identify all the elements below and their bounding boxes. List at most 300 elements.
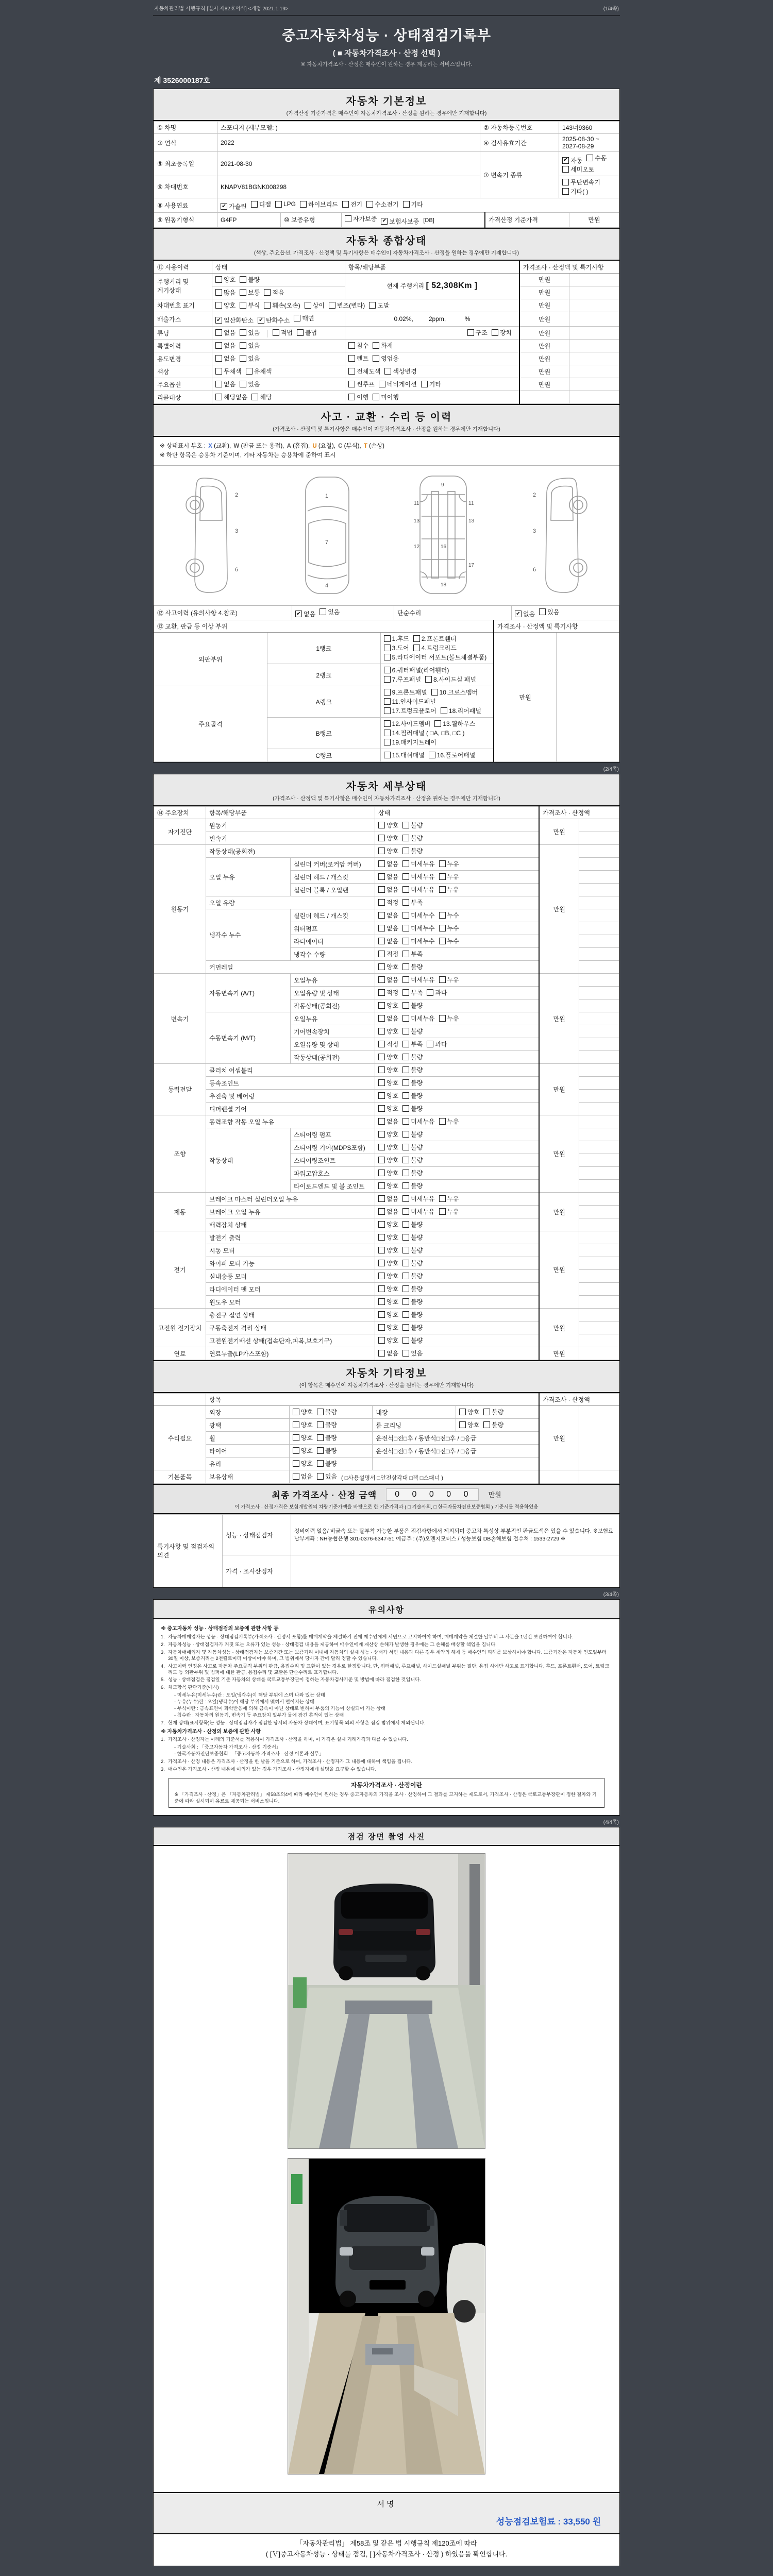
checkbox[interactable]	[378, 1324, 385, 1331]
checkbox-option[interactable]	[378, 1297, 398, 1306]
checkbox[interactable]	[378, 938, 385, 944]
checkbox[interactable]	[215, 394, 222, 400]
checkbox[interactable]	[240, 276, 246, 283]
checkbox[interactable]	[378, 1247, 385, 1253]
checkbox-option[interactable]	[317, 1408, 337, 1416]
checkbox[interactable]	[413, 635, 420, 642]
checkbox-option[interactable]	[402, 1156, 423, 1164]
checkbox[interactable]	[402, 951, 409, 957]
checkbox[interactable]	[293, 1421, 299, 1428]
checkbox-option[interactable]	[483, 1408, 503, 1416]
checkbox-option[interactable]	[402, 1001, 423, 1010]
checkbox[interactable]	[402, 873, 409, 880]
checkbox-option[interactable]	[378, 924, 398, 933]
checkbox-option[interactable]	[384, 719, 431, 728]
checkbox[interactable]	[467, 329, 474, 336]
checkbox[interactable]	[586, 155, 593, 161]
checkbox-option[interactable]	[378, 1040, 398, 1048]
checkbox-option[interactable]	[421, 380, 441, 388]
checkbox[interactable]	[317, 1447, 324, 1454]
checkbox-option[interactable]	[379, 380, 417, 388]
checkbox-option[interactable]	[402, 1130, 423, 1139]
checkbox-option[interactable]	[402, 1117, 434, 1126]
checkbox-option[interactable]	[402, 1053, 423, 1061]
checkbox-option[interactable]	[402, 1284, 423, 1293]
checkbox-option[interactable]	[378, 1027, 398, 1036]
checkbox[interactable]	[378, 860, 385, 867]
checkbox[interactable]	[402, 1105, 409, 1112]
checkbox-option[interactable]	[373, 354, 399, 363]
checkbox-option[interactable]	[251, 200, 271, 209]
checkbox-option[interactable]	[348, 367, 380, 376]
checkbox[interactable]	[378, 1337, 385, 1344]
checkbox-option[interactable]	[402, 846, 423, 855]
checkbox[interactable]	[251, 201, 258, 208]
checkbox[interactable]	[402, 1131, 409, 1138]
checkbox-option[interactable]	[215, 275, 236, 284]
checkbox[interactable]	[317, 1460, 324, 1467]
checkbox[interactable]	[378, 1054, 385, 1060]
checkbox[interactable]	[378, 1041, 385, 1047]
checkbox[interactable]	[215, 342, 222, 349]
checkbox[interactable]	[215, 381, 222, 387]
checkbox[interactable]	[384, 752, 391, 758]
checkbox[interactable]	[378, 1195, 385, 1202]
checkbox-option[interactable]	[402, 872, 434, 881]
checkbox[interactable]	[329, 302, 335, 309]
checkbox-option[interactable]	[402, 1259, 423, 1267]
checkbox[interactable]	[240, 355, 246, 362]
checkbox[interactable]	[317, 1473, 324, 1480]
checkbox-option[interactable]	[515, 609, 535, 618]
checkbox-option[interactable]	[240, 354, 260, 363]
checkbox-option[interactable]	[439, 975, 459, 984]
checkbox-option[interactable]	[483, 1420, 503, 1429]
checkbox[interactable]	[378, 989, 385, 996]
checkbox[interactable]	[413, 645, 420, 651]
checkbox-option[interactable]	[402, 821, 423, 829]
checkbox-option[interactable]	[378, 975, 398, 984]
checkbox-option[interactable]	[378, 1207, 398, 1216]
checkbox[interactable]	[348, 342, 355, 349]
checkbox-option[interactable]	[539, 607, 559, 616]
checkbox[interactable]	[402, 1311, 409, 1318]
checkbox-option[interactable]	[293, 1420, 313, 1429]
checkbox[interactable]	[293, 1447, 299, 1454]
checkbox[interactable]	[273, 329, 279, 336]
checkbox-option[interactable]	[402, 1168, 423, 1177]
checkbox-option[interactable]	[378, 1104, 398, 1113]
checkbox-option[interactable]	[459, 1420, 479, 1429]
checkbox-option[interactable]	[378, 1065, 398, 1074]
checkbox[interactable]	[378, 951, 385, 957]
checkbox[interactable]	[402, 1066, 409, 1073]
checkbox-option[interactable]	[439, 859, 459, 868]
checkbox[interactable]	[459, 1409, 466, 1415]
checkbox[interactable]	[439, 1208, 446, 1215]
checkbox[interactable]	[378, 1079, 385, 1086]
checkbox[interactable]	[427, 1041, 433, 1047]
checkbox-option[interactable]	[402, 1104, 423, 1113]
checkbox[interactable]	[215, 329, 222, 336]
checkbox-option[interactable]	[384, 738, 436, 747]
checkbox[interactable]	[539, 608, 546, 615]
checkbox-option[interactable]	[378, 859, 398, 868]
checkbox-option[interactable]	[562, 156, 582, 165]
checkbox-option[interactable]	[240, 288, 260, 297]
checkbox[interactable]	[402, 1002, 409, 1009]
checkbox-option[interactable]	[439, 885, 459, 894]
checkbox[interactable]	[402, 1144, 409, 1150]
checkbox-option[interactable]	[215, 328, 236, 337]
checkbox-option[interactable]	[402, 1233, 423, 1242]
checkbox[interactable]	[378, 1182, 385, 1189]
checkbox[interactable]	[402, 925, 409, 931]
checkbox[interactable]	[384, 645, 391, 651]
checkbox-option[interactable]	[429, 751, 476, 759]
checkbox[interactable]	[378, 1298, 385, 1305]
checkbox-option[interactable]	[373, 341, 393, 350]
checkbox-option[interactable]	[402, 988, 423, 997]
checkbox-option[interactable]	[434, 719, 475, 728]
checkbox-option[interactable]	[402, 1078, 423, 1087]
checkbox-option[interactable]	[441, 706, 481, 715]
checkbox-option[interactable]	[378, 1323, 398, 1332]
checkbox[interactable]	[378, 1221, 385, 1228]
checkbox-option[interactable]	[492, 328, 512, 337]
checkbox[interactable]	[402, 822, 409, 828]
checkbox-option[interactable]	[378, 1194, 398, 1203]
checkbox-option[interactable]	[240, 380, 260, 388]
checkbox[interactable]	[378, 1015, 385, 1022]
checkbox-option[interactable]	[439, 1194, 459, 1203]
checkbox[interactable]	[439, 912, 446, 919]
checkbox-option[interactable]	[402, 1143, 423, 1151]
checkbox[interactable]	[348, 381, 355, 387]
checkbox-option[interactable]	[384, 675, 421, 684]
checkbox-option[interactable]	[384, 728, 465, 737]
checkbox-option[interactable]	[378, 846, 398, 855]
checkbox[interactable]	[439, 873, 446, 880]
checkbox-option[interactable]	[317, 1433, 337, 1442]
checkbox-option[interactable]	[369, 301, 389, 310]
checkbox-option[interactable]	[317, 1459, 337, 1468]
checkbox-option[interactable]	[439, 1117, 459, 1126]
checkbox-option[interactable]	[413, 634, 457, 643]
checkbox[interactable]	[402, 1170, 409, 1176]
checkbox-option[interactable]	[378, 937, 398, 945]
checkbox[interactable]	[378, 1273, 385, 1279]
checkbox[interactable]	[293, 1409, 299, 1415]
checkbox[interactable]	[402, 1028, 409, 1035]
checkbox[interactable]	[378, 1311, 385, 1318]
checkbox[interactable]	[317, 1434, 324, 1441]
checkbox[interactable]	[240, 302, 246, 309]
checkbox-option[interactable]	[378, 950, 398, 958]
checkbox[interactable]	[378, 1105, 385, 1112]
checkbox[interactable]	[402, 1234, 409, 1241]
checkbox[interactable]	[345, 215, 351, 222]
checkbox[interactable]	[378, 1118, 385, 1125]
checkbox-option[interactable]	[378, 885, 398, 894]
checkbox[interactable]: ✔	[221, 203, 227, 210]
checkbox-option[interactable]	[402, 885, 434, 894]
checkbox[interactable]	[215, 302, 222, 309]
checkbox[interactable]	[403, 201, 410, 208]
checkbox[interactable]	[378, 1234, 385, 1241]
checkbox-option[interactable]	[240, 328, 260, 337]
checkbox-option[interactable]	[320, 607, 340, 616]
checkbox[interactable]	[378, 1208, 385, 1215]
checkbox-option[interactable]	[402, 1194, 434, 1203]
checkbox-option[interactable]	[403, 200, 423, 209]
checkbox[interactable]	[294, 315, 300, 321]
checkbox[interactable]	[378, 963, 385, 970]
checkbox-option[interactable]	[402, 1065, 423, 1074]
checkbox-option[interactable]	[439, 872, 459, 881]
checkbox[interactable]	[492, 329, 498, 336]
checkbox-option[interactable]	[215, 354, 236, 363]
checkbox[interactable]	[348, 355, 355, 362]
checkbox[interactable]	[215, 289, 222, 296]
checkbox[interactable]: ✔	[562, 157, 569, 164]
checkbox[interactable]	[402, 1221, 409, 1228]
checkbox-option[interactable]	[378, 1014, 398, 1023]
checkbox-option[interactable]	[215, 301, 236, 310]
checkbox-option[interactable]	[251, 393, 272, 401]
checkbox-option[interactable]	[240, 301, 260, 310]
checkbox[interactable]	[378, 1092, 385, 1099]
checkbox[interactable]	[384, 707, 391, 714]
checkbox-option[interactable]	[317, 1446, 337, 1455]
checkbox-option[interactable]	[258, 316, 290, 325]
checkbox-option[interactable]	[402, 1220, 423, 1229]
checkbox[interactable]	[378, 886, 385, 893]
checkbox-option[interactable]	[402, 1246, 423, 1255]
checkbox-option[interactable]	[215, 393, 247, 401]
checkbox-option[interactable]	[402, 1027, 423, 1036]
checkbox-option[interactable]	[378, 1143, 398, 1151]
checkbox[interactable]	[373, 394, 379, 400]
checkbox[interactable]	[402, 899, 409, 906]
checkbox[interactable]	[275, 201, 282, 208]
checkbox-option[interactable]	[345, 214, 377, 223]
checkbox[interactable]	[378, 848, 385, 854]
checkbox[interactable]	[378, 1002, 385, 1009]
checkbox[interactable]	[384, 698, 391, 705]
checkbox-option[interactable]	[562, 178, 600, 187]
checkbox[interactable]	[366, 201, 373, 208]
checkbox-option[interactable]	[384, 666, 449, 674]
checkbox-option[interactable]	[586, 154, 607, 162]
checkbox-option[interactable]	[366, 200, 398, 209]
checkbox-option[interactable]	[439, 1207, 459, 1216]
checkbox[interactable]	[384, 667, 391, 673]
checkbox[interactable]	[402, 1273, 409, 1279]
checkbox[interactable]	[562, 179, 569, 185]
checkbox-option[interactable]	[402, 1323, 423, 1332]
checkbox[interactable]	[441, 707, 447, 714]
checkbox[interactable]	[348, 394, 355, 400]
checkbox-option[interactable]	[215, 316, 254, 325]
checkbox[interactable]: ✔	[515, 611, 522, 617]
checkbox[interactable]	[378, 1157, 385, 1163]
checkbox-option[interactable]	[378, 1053, 398, 1061]
checkbox-option[interactable]	[562, 187, 589, 196]
checkbox[interactable]	[378, 1131, 385, 1138]
checkbox[interactable]	[384, 689, 391, 696]
checkbox-option[interactable]	[373, 393, 399, 401]
checkbox[interactable]	[384, 368, 391, 375]
checkbox[interactable]	[246, 368, 253, 375]
checkbox[interactable]	[427, 989, 433, 996]
checkbox[interactable]	[483, 1421, 490, 1428]
checkbox-option[interactable]	[378, 1233, 398, 1242]
checkbox[interactable]	[378, 925, 385, 931]
checkbox-option[interactable]	[348, 393, 368, 401]
checkbox-option[interactable]	[378, 1168, 398, 1177]
checkbox-option[interactable]	[378, 1284, 398, 1293]
checkbox[interactable]	[402, 848, 409, 854]
checkbox[interactable]	[378, 1144, 385, 1150]
checkbox[interactable]	[215, 276, 222, 283]
checkbox[interactable]	[373, 355, 379, 362]
checkbox[interactable]	[293, 1460, 299, 1467]
checkbox[interactable]	[439, 860, 446, 867]
checkbox-option[interactable]	[378, 1246, 398, 1255]
checkbox-option[interactable]	[431, 688, 478, 697]
checkbox-option[interactable]	[439, 1014, 459, 1023]
checkbox[interactable]	[384, 635, 391, 642]
checkbox-option[interactable]	[384, 634, 409, 643]
checkbox-option[interactable]	[378, 962, 398, 971]
checkbox-option[interactable]	[275, 200, 296, 208]
checkbox-option[interactable]	[378, 1259, 398, 1267]
checkbox-option[interactable]	[402, 1272, 423, 1280]
checkbox-option[interactable]	[402, 1040, 423, 1048]
checkbox[interactable]	[373, 342, 379, 349]
checkbox[interactable]: ✔	[295, 611, 302, 617]
checkbox-option[interactable]	[378, 1349, 398, 1358]
checkbox[interactable]	[402, 1054, 409, 1060]
checkbox[interactable]	[402, 860, 409, 867]
checkbox[interactable]	[402, 1079, 409, 1086]
checkbox[interactable]	[402, 1350, 409, 1357]
checkbox-option[interactable]	[348, 380, 375, 388]
checkbox-option[interactable]	[378, 1001, 398, 1010]
checkbox-option[interactable]	[378, 1220, 398, 1229]
checkbox-option[interactable]	[402, 911, 434, 920]
checkbox[interactable]	[402, 1298, 409, 1305]
checkbox[interactable]	[402, 1324, 409, 1331]
checkbox-option[interactable]	[215, 380, 236, 388]
checkbox-option[interactable]	[384, 751, 425, 759]
checkbox[interactable]	[378, 976, 385, 983]
checkbox[interactable]	[434, 720, 441, 727]
checkbox[interactable]	[402, 963, 409, 970]
checkbox-option[interactable]	[293, 1446, 313, 1455]
checkbox[interactable]	[240, 342, 246, 349]
checkbox-option[interactable]	[384, 697, 436, 706]
checkbox[interactable]	[378, 1066, 385, 1073]
checkbox[interactable]	[402, 835, 409, 841]
checkbox-option[interactable]	[402, 1297, 423, 1306]
checkbox-option[interactable]	[402, 834, 423, 842]
checkbox[interactable]	[439, 925, 446, 931]
checkbox[interactable]	[402, 938, 409, 944]
checkbox-option[interactable]	[293, 1433, 313, 1442]
checkbox-option[interactable]	[402, 1310, 423, 1319]
checkbox-option[interactable]	[215, 341, 236, 350]
checkbox[interactable]	[378, 873, 385, 880]
checkbox-option[interactable]	[378, 1336, 398, 1345]
checkbox[interactable]	[562, 166, 569, 173]
checkbox-option[interactable]	[378, 1130, 398, 1139]
checkbox[interactable]	[264, 302, 271, 309]
checkbox-option[interactable]	[378, 834, 398, 842]
checkbox[interactable]	[425, 676, 432, 683]
checkbox[interactable]	[439, 938, 446, 944]
checkbox-option[interactable]	[378, 1078, 398, 1087]
checkbox[interactable]: ✔	[381, 218, 388, 225]
checkbox[interactable]	[215, 355, 222, 362]
checkbox[interactable]	[378, 1028, 385, 1035]
checkbox-option[interactable]	[402, 1349, 423, 1358]
checkbox[interactable]	[378, 899, 385, 906]
checkbox-option[interactable]	[384, 653, 487, 662]
checkbox-option[interactable]	[378, 988, 398, 997]
checkbox-option[interactable]	[378, 1181, 398, 1190]
checkbox[interactable]	[439, 1195, 446, 1202]
checkbox[interactable]	[439, 886, 446, 893]
checkbox-option[interactable]	[348, 354, 368, 363]
checkbox[interactable]	[439, 1118, 446, 1125]
checkbox[interactable]	[421, 381, 428, 387]
checkbox-option[interactable]	[384, 706, 436, 715]
checkbox[interactable]	[240, 329, 246, 336]
checkbox[interactable]	[240, 381, 246, 387]
checkbox-option[interactable]	[300, 200, 338, 209]
checkbox[interactable]	[320, 608, 326, 615]
checkbox[interactable]	[384, 676, 391, 683]
checkbox-option[interactable]	[427, 988, 447, 997]
checkbox-option[interactable]	[384, 688, 427, 697]
checkbox-option[interactable]	[378, 898, 398, 907]
checkbox[interactable]: ✔	[258, 317, 264, 324]
checkbox[interactable]	[305, 302, 311, 309]
checkbox[interactable]	[293, 1434, 299, 1441]
checkbox-option[interactable]	[293, 1459, 313, 1468]
checkbox[interactable]	[402, 1118, 409, 1125]
checkbox-option[interactable]	[402, 898, 423, 907]
checkbox-option[interactable]	[402, 924, 434, 933]
checkbox-option[interactable]	[467, 328, 488, 337]
checkbox[interactable]	[562, 188, 569, 195]
checkbox-option[interactable]	[459, 1408, 479, 1416]
checkbox-option[interactable]	[329, 301, 365, 310]
checkbox[interactable]	[402, 1157, 409, 1163]
checkbox[interactable]	[459, 1421, 466, 1428]
checkbox[interactable]	[384, 739, 391, 745]
checkbox-option[interactable]	[221, 202, 247, 211]
checkbox[interactable]	[348, 368, 355, 375]
checkbox[interactable]	[378, 1260, 385, 1266]
checkbox[interactable]	[215, 368, 222, 375]
checkbox-option[interactable]	[378, 1272, 398, 1280]
checkbox-option[interactable]	[439, 924, 459, 933]
checkbox[interactable]	[483, 1409, 490, 1415]
checkbox-option[interactable]	[402, 1181, 423, 1190]
